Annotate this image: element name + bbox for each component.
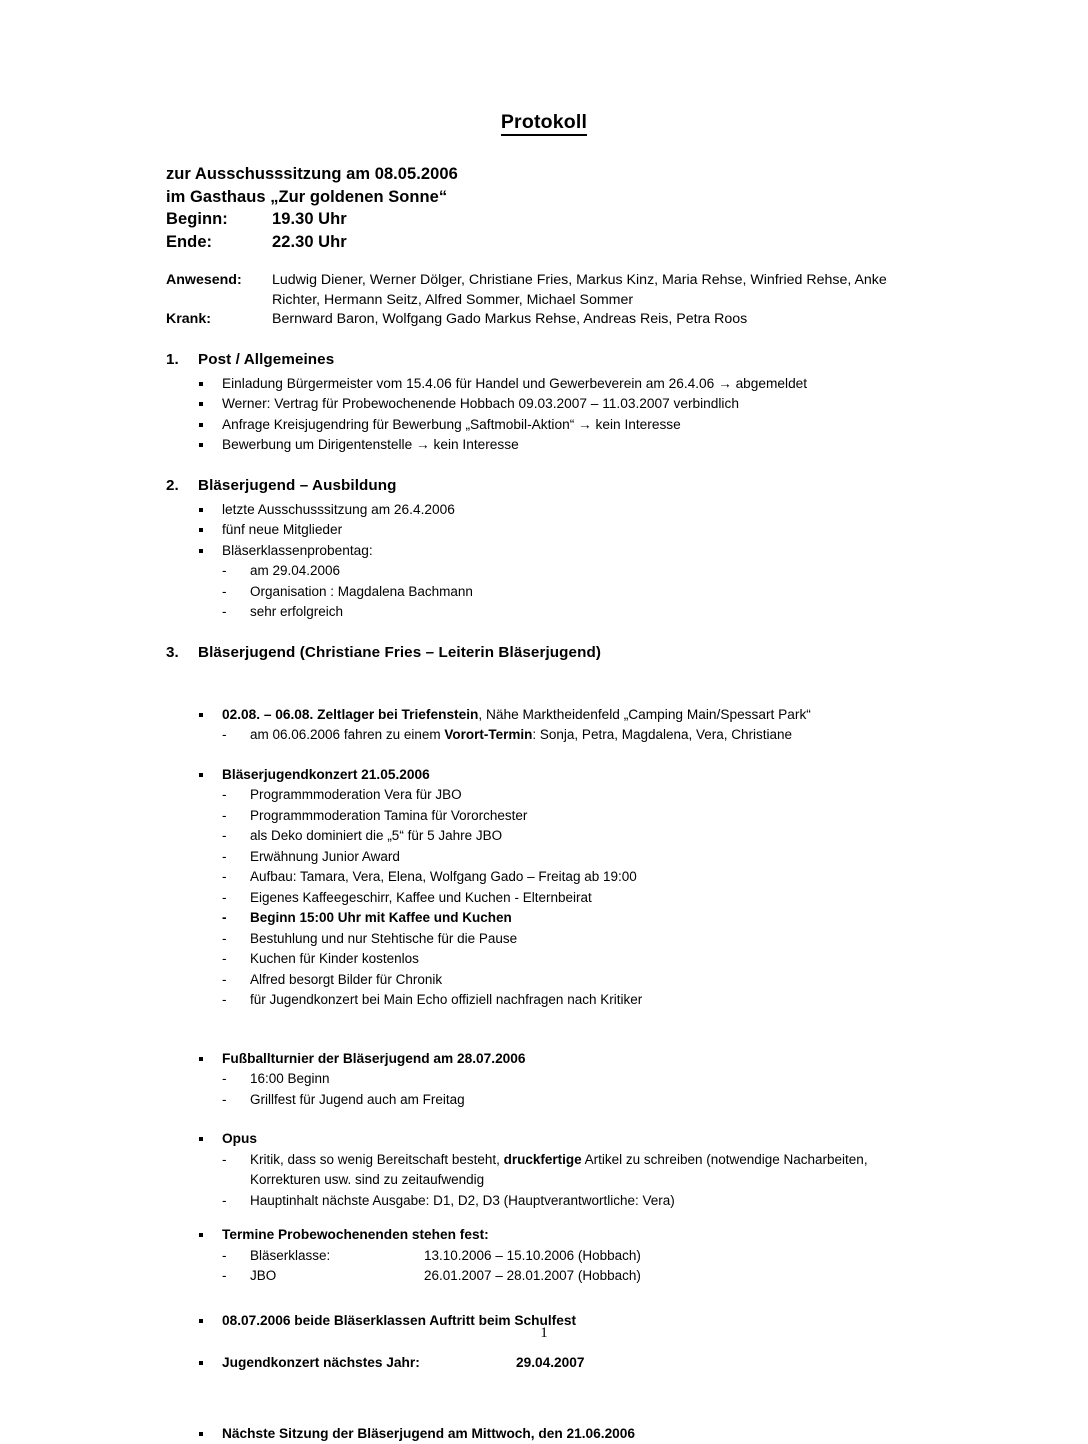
section-1-heading <box>166 350 922 370</box>
sub-list-item: - Organisation : Magdalena Bachmann <box>222 582 922 603</box>
schulfest-text: 08.07.2006 beide Bläserklassen Auftritt beim Schulfest <box>222 1312 576 1328</box>
sub-list-item: - Eigenes Kaffeegeschirr, Kaffee und Kuchen - Elternbeirat <box>222 888 922 909</box>
probewochenenden-sublist <box>222 1246 922 1287</box>
attendance-block <box>166 271 922 330</box>
sub-list-item: - am 29.04.2006 <box>222 561 922 582</box>
section-2-heading <box>166 476 922 496</box>
zeltlager-headline-bold: 02.08. – 06.08. Zeltlager bei Triefenstein <box>222 706 479 722</box>
list-item-naechste-sitzung <box>166 1424 922 1444</box>
meeting-end-row <box>166 231 922 254</box>
meeting-start-value: 19.30 Uhr <box>272 210 347 229</box>
list-item: Anfrage Kreisjugendring für Bewerbung „Saftmobil-Aktion“ → kein Interesse <box>166 415 922 436</box>
attendance-present-row <box>166 271 922 310</box>
section-2-title: Bläserjugend – Ausbildung <box>198 476 397 494</box>
sub-list-item <box>222 725 922 746</box>
list-item: Werner: Vertrag für Probewochenende Hobbach 09.03.2007 – 11.03.2007 verbindlich <box>166 394 922 415</box>
zeltlager-sublist <box>222 725 922 746</box>
probewochenenden-headline: Termine Probewochenenden stehen fest: <box>222 1227 489 1243</box>
section-2-sublist <box>222 561 922 623</box>
list-item-opus <box>166 1129 922 1211</box>
list-item-konzert <box>166 765 922 1011</box>
section-blaeserjugend-ausbildung <box>166 476 922 623</box>
list-item <box>166 541 922 623</box>
fussball-sublist <box>222 1069 922 1110</box>
list-item: Einladung Bürgermeister vom 15.4.06 für Handel und Gewerbeverein am 26.4.06 → abgemeldet <box>166 374 922 395</box>
page-title-text: Protokoll <box>501 111 587 136</box>
jugendkonzert-value: 29.04.2007 <box>516 1355 585 1371</box>
attendance-present-label: Anwesend: <box>166 272 242 289</box>
sub-list-item: - 16:00 Beginn <box>222 1069 922 1090</box>
opus-kritik-pre: Kritik, dass so wenig Bereitschaft besteht, <box>250 1151 504 1167</box>
meeting-end-label: Ende: <box>166 232 213 251</box>
sub-list-item: - Aufbau: Tamara, Vera, Elena, Wolfgang Gado – Freitag ab 19:00 <box>222 867 922 888</box>
page-content <box>166 0 922 1444</box>
meeting-subject: zur Ausschusssitzung am 08.05.2006 <box>166 165 458 184</box>
vorort-bold: Vorort-Termin <box>444 727 533 743</box>
sub-list-item: - Programmmoderation Tamina für Vororchester <box>222 806 922 827</box>
section-3-number: 3. <box>166 643 179 661</box>
meeting-venue: im Gasthaus „Zur goldenen Sonne“ <box>166 187 448 206</box>
opus-headline: Opus <box>222 1131 257 1147</box>
attendance-present-value: Ludwig Diener, Werner Dölger, Christiane Fries, Markus Kinz, Maria Rehse, Winfried Rehse, Anke Richter, Hermann Seitz, Alfred Sommer, Michael Sommer <box>272 272 887 308</box>
sub-list-item-beginn: - Beginn 15:00 Uhr mit Kaffee und Kuchen <box>222 908 922 929</box>
meeting-start-label: Beginn: <box>166 210 228 229</box>
probe-row-label: Bläserklasse: <box>250 1247 331 1263</box>
list-item-jugendkonzert <box>166 1353 922 1374</box>
section-1-title: Post / Allgemeines <box>198 350 335 368</box>
sub-list-item: - Grillfest für Jugend auch am Freitag <box>222 1090 922 1111</box>
vorort-post: : Sonja, Petra, Magdalena, Vera, Christiane <box>532 727 793 743</box>
sub-list-item <box>222 1246 922 1267</box>
jugendkonzert-label: Jugendkonzert nächstes Jahr: <box>222 1355 420 1371</box>
sub-list-item: - sehr erfolgreich <box>222 602 922 623</box>
vorort-pre: am 06.06.2006 fahren zu einem <box>250 727 445 743</box>
list-item-zeltlager <box>166 705 922 746</box>
naechste-sitzung-text: Nächste Sitzung der Bläserjugend am Mittwoch, den 21.06.2006 <box>222 1425 636 1441</box>
probe-row-value: 26.01.2007 – 28.01.2007 (Hobbach) <box>424 1268 641 1284</box>
list-item-label: Bläserklassenprobentag: <box>222 542 373 558</box>
konzert-headline: Bläserjugendkonzert 21.05.2006 <box>222 766 430 782</box>
meeting-start-row <box>166 208 922 231</box>
list-item: Bewerbung um Dirigentenstelle → kein Interesse <box>166 435 922 456</box>
sub-list-item: - Programmmoderation Vera für JBO <box>222 785 922 806</box>
attendance-sick-label: Krank: <box>166 311 211 328</box>
konzert-sublist <box>222 785 922 1011</box>
opus-kritik-bold: druckfertige <box>503 1151 582 1167</box>
section-3-heading <box>166 643 922 663</box>
attendance-sick-value: Bernward Baron, Wolfgang Gado Markus Rehse, Andreas Reis, Petra Roos <box>272 311 748 328</box>
opus-kritik-post: Artikel zu schreiben (notwendige Nacharbeiten, Korrekturen usw. sind zu zeitaufwendig <box>250 1151 868 1188</box>
page-number: 1 <box>540 1325 548 1341</box>
meeting-header <box>166 163 922 253</box>
fussball-headline: Fußballturnier der Bläserjugend am 28.07.2006 <box>222 1050 526 1066</box>
sub-list-item: - Bestuhlung und nur Stehtische für die Pause <box>222 929 922 950</box>
sub-list-item <box>222 1266 922 1287</box>
section-1-list <box>166 374 922 456</box>
section-2-list <box>166 500 922 623</box>
probe-row-value: 13.10.2006 – 15.10.2006 (Hobbach) <box>424 1247 641 1263</box>
section-blaeserjugend <box>166 643 922 1444</box>
list-item: fünf neue Mitglieder <box>166 520 922 541</box>
sub-list-item: - Alfred besorgt Bilder für Chronik <box>222 970 922 991</box>
section-1-number: 1. <box>166 350 179 368</box>
sub-list-item: - Hauptinhalt nächste Ausgabe: D1, D2, D3 (Hauptverantwortliche: Vera) <box>222 1191 922 1212</box>
attendance-sick-row <box>166 310 922 330</box>
probe-row-label: JBO <box>250 1268 277 1284</box>
sub-list-item: - Kuchen für Kinder kostenlos <box>222 949 922 970</box>
zeltlager-headline-rest: , Nähe Marktheidenfeld „Camping Main/Spessart Park“ <box>478 706 811 722</box>
meeting-end-value: 22.30 Uhr <box>272 232 347 251</box>
sub-list-item: - als Deko dominiert die „5“ für 5 Jahre JBO <box>222 826 922 847</box>
section-2-number: 2. <box>166 476 179 494</box>
list-item-probewochenenden <box>166 1225 922 1287</box>
page-title <box>166 0 922 133</box>
section-3-title: Bläserjugend (Christiane Fries – Leiterin Bläserjugend) <box>198 643 602 661</box>
opus-sublist <box>222 1150 922 1212</box>
sub-list-item: - für Jugendkonzert bei Main Echo offiziell nachfragen nach Kritiker <box>222 990 922 1011</box>
list-item-fussballturnier <box>166 1049 922 1111</box>
sub-list-item: - Erwähnung Junior Award <box>222 847 922 868</box>
sub-list-item <box>222 1150 922 1191</box>
list-item: letzte Ausschusssitzung am 26.4.2006 <box>166 500 922 521</box>
section-post-allgemeines <box>166 350 922 456</box>
